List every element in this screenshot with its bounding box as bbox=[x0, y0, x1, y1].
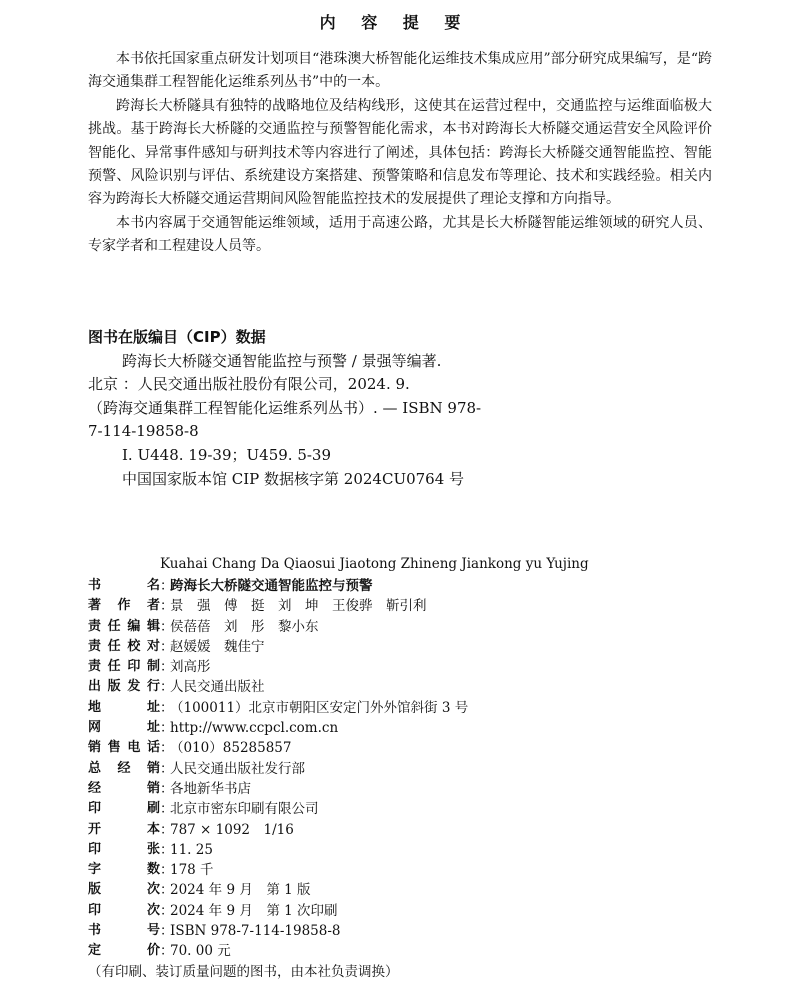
info-row: 地 址 ： （100011）北京市朝阳区安定门外外馆斜街 3 号 bbox=[88, 698, 728, 718]
info-label: 书 号 bbox=[88, 923, 160, 939]
summary-section bbox=[88, 48, 712, 259]
cip-section bbox=[88, 326, 718, 491]
info-row: 销 售 电 话 ： （010）85285857 bbox=[88, 738, 728, 758]
info-value: 侯蓓蓓 刘 彤 黎小东 bbox=[170, 618, 319, 635]
info-label: 总 经 销 bbox=[88, 760, 160, 776]
info-row: 著 作 者 ： 景 强 傅 挺 刘 坤 王俊骅 靳引利 bbox=[88, 596, 728, 616]
quality-note: （有印刷、装订质量问题的图书，由本社负责调换） bbox=[88, 963, 399, 980]
info-row: 责 任 校 对 ： 赵媛媛 魏佳宁 bbox=[88, 637, 728, 657]
info-value: 景 强 傅 挺 刘 坤 王俊骅 靳引利 bbox=[170, 598, 427, 615]
info-value: 刘高彤 bbox=[170, 659, 211, 676]
info-row: 印 张 ： 11. 25 bbox=[88, 840, 728, 860]
info-row: 总 经 销 ： 人民交通出版社发行部 bbox=[88, 759, 728, 779]
summary-paragraph-3: 本书内容属于交通智能运维领域，适用于高速公路，尤其是长大桥隧智能运维领域的研究人员、专家学者和工程建设人员等。 bbox=[88, 214, 712, 255]
info-row: 定 价 ： 70. 00 元 bbox=[88, 941, 728, 961]
summary-title: 内 容 提 要 bbox=[319, 13, 471, 32]
info-label: 开 本 bbox=[88, 821, 160, 837]
info-value: 人民交通出版社 bbox=[170, 679, 265, 696]
cip-line-series: （跨海交通集群工程智能化运维系列丛书）. — ISBN 978- bbox=[88, 398, 482, 417]
info-label: 责 任 印 制 bbox=[88, 659, 160, 675]
info-row: 书 名 ： 跨海长大桥隧交通智能监控与预警 bbox=[88, 576, 728, 596]
info-value: 赵媛媛 魏佳宁 bbox=[170, 638, 265, 655]
info-label: 销 售 电 话 bbox=[88, 740, 160, 756]
cip-heading: 图书在版编目（CIP）数据 bbox=[88, 328, 266, 346]
info-row: 网 址 ： http://www.ccpcl.com.cn bbox=[88, 718, 728, 738]
info-row: 责 任 印 制 ： 刘高彤 bbox=[88, 657, 728, 677]
info-row: 印 次 ： 2024 年 9 月 第 1 次印刷 bbox=[88, 901, 728, 921]
info-value: ISBN 978-7-114-19858-8 bbox=[170, 923, 341, 940]
info-row: 印 刷 ： 北京市密东印刷有限公司 bbox=[88, 799, 728, 819]
info-label: 版 次 bbox=[88, 882, 160, 898]
info-value: （010）85285857 bbox=[170, 740, 292, 757]
info-value: 70. 00 元 bbox=[170, 943, 231, 960]
summary-paragraph-2: 跨海长大桥隧具有独特的战略地位及结构线形，这使其在运营过程中，交通监控与运维面临极大挑战。基于跨海长大桥隧的交通监控与预警智能化需求，本书对跨海长大桥隧交通运营安全风险评价智能化、异常事件感知与研判技术等内容进行了阐述，具体包括：跨海长大桥隧交通智能监控、智能预警、风险识别与评估、系统建设方案搭建、预警策略和信息发布等理论、技术和实践经验。相关内容为跨海长大桥隧交通运营期间风险智能监控技术的发展提供了理论支撑和方向指导。 bbox=[88, 97, 712, 208]
info-value: 178 千 bbox=[170, 862, 214, 879]
info-value: 2024 年 9 月 第 1 次印刷 bbox=[170, 902, 338, 919]
book-info-table bbox=[88, 576, 728, 982]
cip-line-publisher: 北京 ：人民交通出版社股份有限公司，2024. 9. bbox=[88, 375, 410, 394]
info-row: 经 销 ： 各地新华书店 bbox=[88, 779, 728, 799]
info-label: 定 价 bbox=[88, 943, 160, 959]
info-row: 出 版 发 行 ： 人民交通出版社 bbox=[88, 677, 728, 697]
info-label: 网 址 bbox=[88, 720, 160, 736]
info-row: 开 本 ： 787 × 1092 1/16 bbox=[88, 820, 728, 840]
info-label: 出 版 发 行 bbox=[88, 679, 160, 695]
info-row: 版 次 ： 2024 年 9 月 第 1 版 bbox=[88, 880, 728, 900]
info-value: 11. 25 bbox=[170, 841, 213, 858]
info-label: 经 销 bbox=[88, 780, 160, 796]
info-value: 跨海长大桥隧交通智能监控与预警 bbox=[170, 578, 373, 594]
info-row: 书 号 ： ISBN 978-7-114-19858-8 bbox=[88, 921, 728, 941]
info-label: 书 名 bbox=[88, 578, 160, 593]
info-value: http://www.ccpcl.com.cn bbox=[170, 720, 339, 737]
cip-line-title: 跨海长大桥隧交通智能监控与预警 / 景强等编著. bbox=[122, 351, 442, 370]
info-value: （100011）北京市朝阳区安定门外外馆斜街 3 号 bbox=[170, 699, 469, 716]
cip-line-classification: Ⅰ. U448. 19-39；U459. 5-39 bbox=[122, 445, 332, 464]
info-value: 各地新华书店 bbox=[170, 780, 251, 797]
info-value: 2024 年 9 月 第 1 版 bbox=[170, 882, 311, 899]
info-label: 印 张 bbox=[88, 841, 160, 857]
info-label: 责 任 校 对 bbox=[88, 638, 160, 654]
info-label: 字 数 bbox=[88, 862, 160, 878]
info-value: 787 × 1092 1/16 bbox=[170, 821, 294, 838]
cip-line-isbn: 7-114-19858-8 bbox=[88, 422, 199, 441]
info-label: 责 任 编 辑 bbox=[88, 618, 160, 634]
cip-line-record-number: 中国国家版本馆 CIP 数据核字第 2024CU0764 号 bbox=[122, 469, 465, 488]
info-label: 印 刷 bbox=[88, 801, 160, 817]
info-label: 著 作 者 bbox=[88, 598, 160, 614]
info-value: 北京市密东印刷有限公司 bbox=[170, 801, 319, 818]
info-label: 印 次 bbox=[88, 902, 160, 918]
info-row: 字 数 ： 178 千 bbox=[88, 860, 728, 880]
info-label: 地 址 bbox=[88, 699, 160, 715]
info-row: 责 任 编 辑 ： 侯蓓蓓 刘 彤 黎小东 bbox=[88, 617, 728, 637]
title-pinyin: Kuahai Chang Da Qiaosui Jiaotong Zhineng Jiankong yu Yujing bbox=[160, 556, 589, 572]
info-value: 人民交通出版社发行部 bbox=[170, 760, 305, 777]
summary-paragraph-1: 本书依托国家重点研发计划项目“港珠澳大桥智能化运维技术集成应用”部分研究成果编写，是“跨海交通集群工程智能化运维系列丛书”中的一本。 bbox=[88, 51, 712, 91]
